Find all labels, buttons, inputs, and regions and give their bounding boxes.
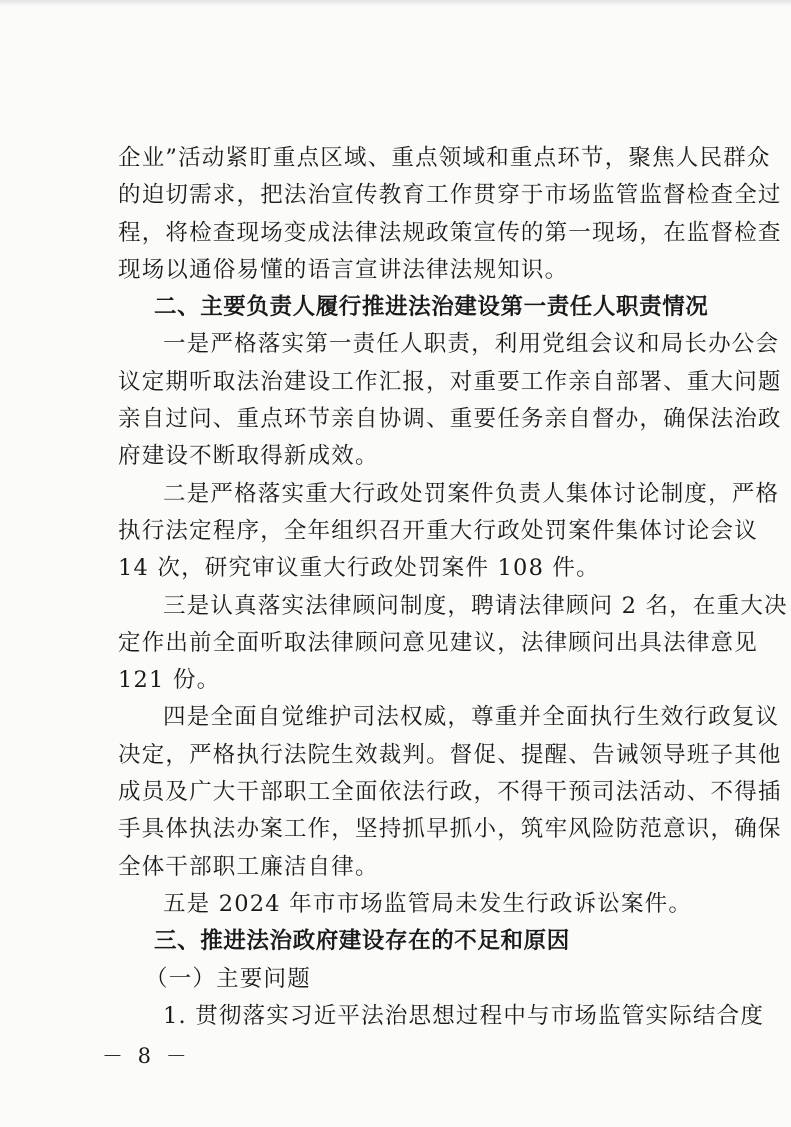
paragraph-line: 现场以通俗易懂的语言宣讲法律法规知识。 [118, 256, 569, 283]
section-heading-3: 三、推进法治政府建设存在的不足和原因 [154, 928, 570, 955]
paragraph-line: 亲自过问、重点环节亲自协调、重要任务亲自督办，确保法治政 [118, 406, 782, 433]
paragraph-line: 执行法定程序，全年组织召开重大行政处罚案件集体讨论会议 [118, 517, 758, 544]
paragraph-line: 成员及广大干部职工全面依法行政，不得干预司法活动、不得插 [118, 779, 782, 806]
paragraph-line: 手具体执法办案工作，坚持抓早抓小，筑牢风险防范意识，确保 [118, 816, 782, 843]
body-text [118, 140, 788, 1035]
paragraph-line: 1. 贯彻落实习近平法治思想过程中与市场监管实际结合度 [163, 1002, 765, 1029]
paragraph-line: 决定，严格执行法院生效裁判。督促、提醒、告诫领导班子其他 [118, 741, 782, 768]
paragraph-line: 三是认真落实法律顾问制度，聘请法律顾问 2 名，在重大决 [163, 592, 788, 619]
paragraph-line: 定作出前全面听取法律顾问意见建议，法律顾问出具法律意见 [118, 629, 758, 656]
page-number: － 8 － [102, 1044, 191, 1068]
paragraph-line: 程，将检查现场变成法律法规政策宣传的第一现场，在监督检查 [118, 219, 782, 246]
paragraph-line: 14 次，研究审议重大行政处罚案件 108 件。 [118, 555, 600, 582]
paragraph-line: 府建设不断取得新成效。 [118, 443, 379, 470]
paragraph-line: 121 份。 [118, 667, 221, 694]
scan-edge [0, 0, 791, 6]
paragraph-line: 议定期听取法治建设工作汇报，对重要工作亲自部署、重大问题 [118, 368, 782, 395]
paragraph-line: 企业”活动紧盯重点区域、重点领域和重点环节，聚焦人民群众 [118, 145, 771, 171]
paragraph-line: 五是 2024 年市市场监管局未发生行政诉讼案件。 [163, 890, 693, 917]
paragraph-line: 全体干部职工廉洁自律。 [118, 853, 379, 880]
paragraph-line: 四是全面自觉维护司法权威，尊重并全面执行生效行政复议 [163, 704, 780, 731]
paragraph-line: 一是严格落实第一责任人职责，利用党组会议和局长办公会 [163, 331, 780, 358]
section-heading-2: 二、主要负责人履行推进法治建设第一责任人职责情况 [154, 294, 709, 321]
paragraph-line: 二是严格落实重大行政处罚案件负责人集体讨论制度，严格 [163, 480, 780, 507]
subsection-heading: （一）主要问题 [145, 965, 311, 992]
paragraph-line: 的迫切需求，把法治宣传教育工作贯穿于市场监管监督检查全过 [118, 182, 782, 209]
